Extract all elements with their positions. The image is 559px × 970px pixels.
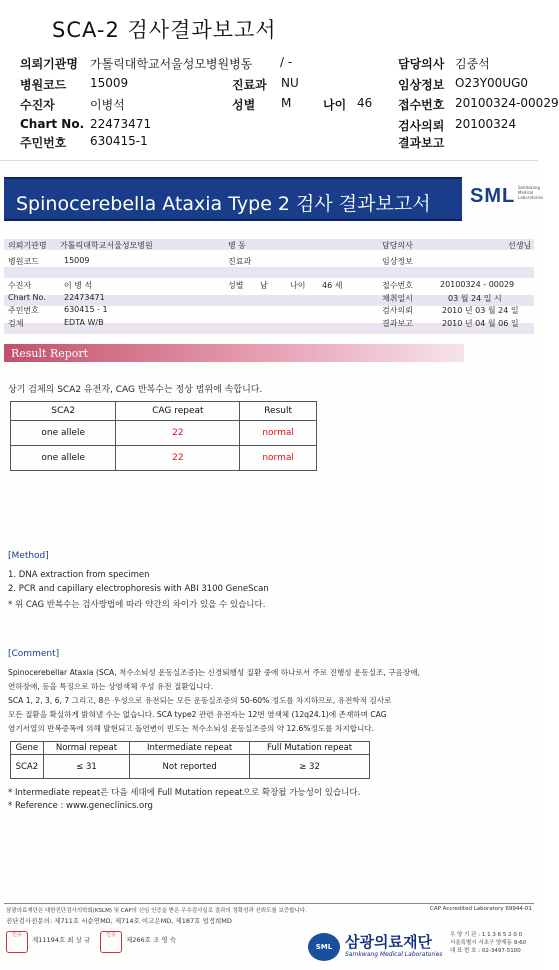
info-label: Chart No. (8, 293, 46, 302)
info-label: 병 동 (228, 241, 246, 250)
seal-stamp: 인증 (6, 931, 28, 953)
address-line: 서울특별시 서초구 양재동 9-60 (450, 940, 527, 946)
method-line: 2. PCR and capillary electrophoresis with ABI 3100 GeneScan (8, 584, 269, 594)
table-cell: ≥ 32 (250, 755, 370, 779)
result-report-label: Result Report (11, 347, 89, 360)
report-info-block (4, 233, 534, 403)
info-label: 의뢰기관명 (8, 241, 47, 250)
label-patient: 수진자 (20, 98, 55, 112)
page-title: SCA-2 검사결과보고서 (52, 18, 277, 42)
info-value: 2010 년 04 월 06 일 (442, 319, 519, 328)
table-header: Result (240, 402, 317, 421)
label-accession: 접수번호 (398, 98, 445, 112)
table-cell: 22 (116, 446, 240, 471)
footer-certification: 삼광의료재단은 대한진단검사의학회(KSLM) 및 CAP의 신임 인증을 받은 우수검사실로 결과의 정확성과 신뢰도를 보증합니다. (6, 908, 307, 914)
info-value: 남 (260, 281, 268, 290)
info-label: 검체 (8, 319, 24, 328)
label-resident-no: 주민번호 (20, 136, 67, 150)
value-patient: 이병석 (90, 98, 125, 112)
value-sex: M (281, 96, 292, 110)
info-label: 성별 (228, 281, 244, 290)
table-cell: ≤ 31 (43, 755, 129, 779)
table-header: CAG repeat (116, 402, 240, 421)
info-label: 채취일시 (382, 294, 413, 303)
info-band (4, 267, 534, 278)
info-value: 이 병 석 (64, 281, 93, 290)
comment-line: Spinocerebellar Ataxia (SCA, 척수소뇌성 운동실조증)는 신경퇴행성 질환 중에 하나로서 주로 진행성 운동실조, 구음장애, (8, 668, 420, 677)
info-value: 46 세 (322, 281, 343, 290)
scanned-report (0, 160, 544, 970)
info-value: 15009 (64, 256, 90, 265)
specialists-line: 진단검사전문의: 제711호 서순연MD, 제714호 이고은MD, 제187호 엄정희MD (6, 917, 232, 925)
info-value: 선생님 (508, 241, 532, 250)
info-value: 가톨릭대학교서울성모병원 (60, 241, 153, 250)
result-table (10, 401, 317, 471)
method-heading: [Method] (8, 551, 49, 561)
comment-line: 연하장애, 등을 특징으로 하는 상염색체 우성 유전 질환입니다. (8, 682, 214, 691)
info-value: 2010 년 03 월 24 일 (442, 306, 519, 315)
label-request-date: 검사의뢰 (398, 119, 445, 133)
label-age: 나이 (323, 98, 347, 112)
value-clinical-info: O23Y00UG0 (455, 76, 529, 90)
license-holder: 제11194호 최 상 규 (32, 936, 91, 944)
organization-name: 삼광의료재단 (345, 933, 432, 951)
footer-divider (4, 903, 534, 904)
value-accession: 20100324-00029 (455, 96, 559, 110)
table-row (11, 446, 317, 471)
footer-cap: CAP Accredited Laboratory 69944-01 (430, 906, 532, 912)
table-cell: one allele (11, 446, 116, 471)
info-label: 병원코드 (8, 257, 39, 266)
value-hospital-code: 15009 (90, 76, 129, 90)
sml-logo: SML (470, 185, 516, 207)
comment-line: 모든 질환을 확실하게 밝혀낼 수는 없습니다. SCA type2 관련 유전자는 12번 염색체 (12q24.1)에 존재하며 CAG (8, 710, 387, 719)
info-label: 검사의뢰 (382, 306, 413, 315)
label-institution: 의뢰기관명 (20, 57, 78, 71)
value-resident-no: 630415-1 (90, 134, 148, 148)
value-request-date: 20100324 (455, 117, 517, 131)
samkwang-logo: SML (308, 933, 340, 961)
seal-stamp: 인증 (100, 931, 122, 953)
table-header: Gene (11, 742, 44, 755)
table-row (11, 755, 370, 779)
table-row (11, 421, 317, 446)
value-ward: / - (280, 55, 293, 69)
info-value: 22473471 (64, 293, 105, 302)
comment-line: SCA 1, 2, 3, 6, 7 그리고, 8은 우성으로 유전되는 모든 운동실조증의 50-60% 정도를 차지하므로, 유전학적 검사로 (8, 696, 392, 705)
table-cell: normal (240, 446, 317, 471)
result-report-bar (4, 344, 464, 362)
address-line: 우 양 기 관 : 1 1 3 6 5 2 0 0 (450, 932, 523, 938)
info-label: 주민번호 (8, 306, 39, 315)
sml-logo-subtitle: Samkwang Medical Laboratories (518, 185, 544, 200)
label-hospital-code: 병원코드 (20, 78, 67, 92)
organization-english-name: Samkwang Medical Laboratories (345, 951, 443, 958)
value-department: NU (281, 76, 299, 90)
table-header: Full Mutation repeat (250, 742, 370, 755)
table-cell: normal (240, 421, 317, 446)
value-institution: 가톨릭대학교서울성모병원병동 (90, 57, 253, 71)
table-header: Normal repeat (43, 742, 129, 755)
info-label: 담당의사 (382, 241, 413, 250)
info-label: 나이 (290, 281, 306, 290)
label-chart-no: Chart No. (20, 117, 85, 131)
license-holder: 제266호 조 영 숙 (126, 936, 177, 944)
table-cell: Not reported (130, 755, 250, 779)
comment-heading: [Comment] (8, 649, 60, 659)
note-line: * Reference : www.geneclinics.org (8, 801, 153, 811)
table-header: Intermediate repeat (130, 742, 250, 755)
info-label: 임상정보 (382, 257, 413, 266)
comment-line: 염기서열의 반복증폭에 의해 발현되고 돌연변이 빈도는 척수소뇌성 운동실조증의 약 12.6%정도를 차지합니다. (8, 724, 375, 733)
report-banner (4, 177, 462, 221)
report-title: Spinocerebella Ataxia Type 2 검사 결과보고서 (16, 193, 431, 215)
label-doctor: 담당의사 (398, 57, 445, 71)
info-value: 03 월 24 일 시 (448, 294, 502, 303)
note-line: * Intermediate repeat은 다음 세대에 Full Mutation repeat으로 확장될 가능성이 있습니다. (8, 788, 361, 798)
info-value: 20100324 - 00029 (440, 280, 515, 289)
info-label: 수진자 (8, 281, 32, 290)
organization-address (450, 931, 526, 955)
patient-header (0, 50, 559, 150)
repeat-range-table (10, 741, 370, 779)
address-line: 대 표 번 호 : 02-3497-5100 (450, 948, 521, 954)
result-summary: 상기 검체의 SCA2 유전자, CAG 반복수는 정상 범위에 속합니다. (8, 385, 263, 395)
method-line: * 위 CAG 반복수는 검사방법에 따라 약간의 차이가 있을 수 있습니다. (8, 600, 266, 610)
info-value: EDTA W/B (64, 318, 104, 327)
value-doctor: 김중석 (455, 57, 490, 71)
value-chart-no: 22473471 (90, 117, 152, 131)
method-line: 1. DNA extraction from specimen (8, 570, 150, 580)
table-header: SCA2 (11, 402, 116, 421)
info-label: 진료과 (228, 257, 252, 266)
label-sex: 성별 (232, 98, 256, 112)
info-value: 630415 - 1 (64, 305, 108, 314)
label-department: 진료과 (232, 78, 267, 92)
info-label: 결과보고 (382, 319, 413, 328)
table-header-row (11, 742, 370, 755)
value-age: 46 (357, 96, 373, 110)
table-cell: 22 (116, 421, 240, 446)
table-cell: one allele (11, 421, 116, 446)
table-cell: SCA2 (11, 755, 44, 779)
label-clinical-info: 임상정보 (398, 78, 445, 92)
label-report-date: 결과보고 (398, 136, 445, 150)
info-label: 접수번호 (382, 281, 413, 290)
table-header-row (11, 402, 317, 421)
